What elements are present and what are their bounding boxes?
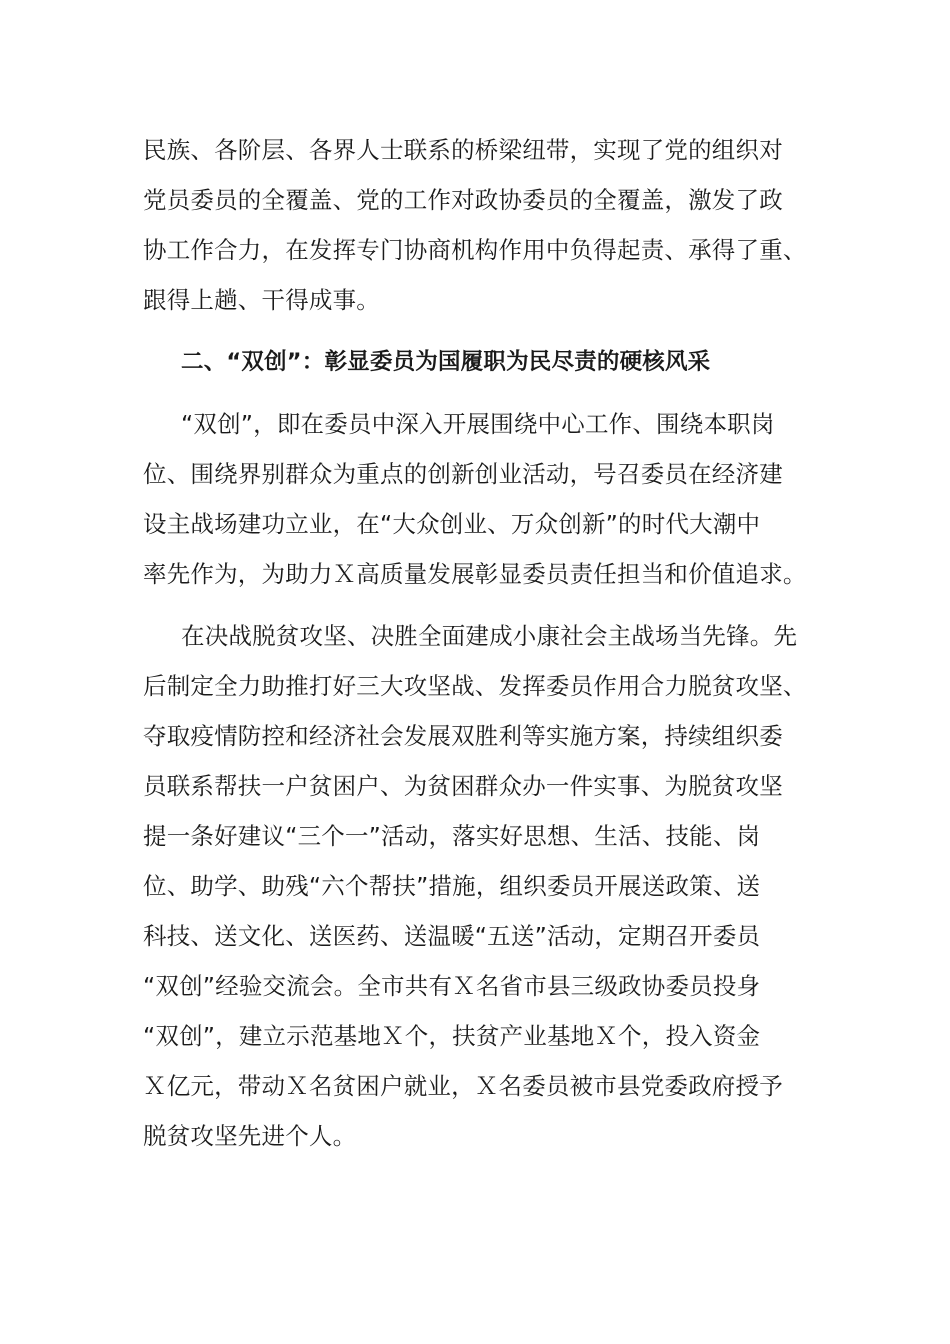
paragraph-shuangchuang-definition xyxy=(143,399,813,599)
paragraph-gap xyxy=(143,599,813,611)
text-line: 夺取疫情防控和经济社会发展双胜利等实施方案，持续组织委 xyxy=(143,722,783,750)
paragraph-gap xyxy=(143,387,813,399)
text-line: 位、助学、助残“六个帮扶”措施，组织委员开展送政策、送 xyxy=(143,872,761,900)
section-heading: 二、“双创”：彰显委员为国履职为民尽责的硬核风采 xyxy=(181,349,711,375)
text-line: 率先作为，为助力Ｘ高质量发展彰显委员责任担当和价值追求。 xyxy=(143,560,807,588)
text-line: 协工作合力，在发挥专门协商机构作用中负得起责、承得了重、 xyxy=(143,236,807,264)
text-line: 跟得上趟、干得成事。 xyxy=(143,286,380,314)
text-line: “双创”，建立示范基地Ｘ个，扶贫产业基地Ｘ个，投入资金 xyxy=(143,1022,761,1050)
text-line: 民族、各阶层、各界人士联系的桥梁纽带，实现了党的组织对 xyxy=(143,136,783,164)
text-line: 脱贫攻坚先进个人。 xyxy=(143,1122,357,1150)
text-line: Ｘ亿元，带动Ｘ名贫困户就业，Ｘ名委员被市县党委政府授予 xyxy=(143,1072,783,1100)
paragraph-gap xyxy=(143,325,813,337)
text-line: 提一条好建议“三个一”活动，落实好思想、生活、技能、岗 xyxy=(143,822,761,850)
text-line: 设主战场建功立业，在“大众创业、万众创新”的时代大潮中 xyxy=(143,510,761,538)
text-line: 位、围绕界别群众为重点的创新创业活动，号召委员在经济建 xyxy=(143,460,783,488)
text-line: 员联系帮扶一户贫困户、为贫困群众办一件实事、为脱贫攻坚 xyxy=(143,772,783,800)
paragraph-continuation xyxy=(143,125,813,325)
text-line: 在决战脱贫攻坚、决胜全面建成小康社会主战场当先锋。先 xyxy=(181,622,798,650)
paragraph-poverty-alleviation xyxy=(143,611,813,1161)
text-line: “双创”经验交流会。全市共有Ｘ名省市县三级政协委员投身 xyxy=(143,972,761,1000)
text-line: 党员委员的全覆盖、党的工作对政协委员的全覆盖，激发了政 xyxy=(143,186,783,214)
text-line: 后制定全力助推打好三大攻坚战、发挥委员作用合力脱贫攻坚、 xyxy=(143,672,807,700)
text-line: 科技、送文化、送医药、送温暖“五送”活动，定期召开委员 xyxy=(143,922,761,950)
text-line: “双创”，即在委员中深入开展围绕中心工作、围绕本职岗 xyxy=(181,410,775,438)
document-body xyxy=(143,125,813,1161)
